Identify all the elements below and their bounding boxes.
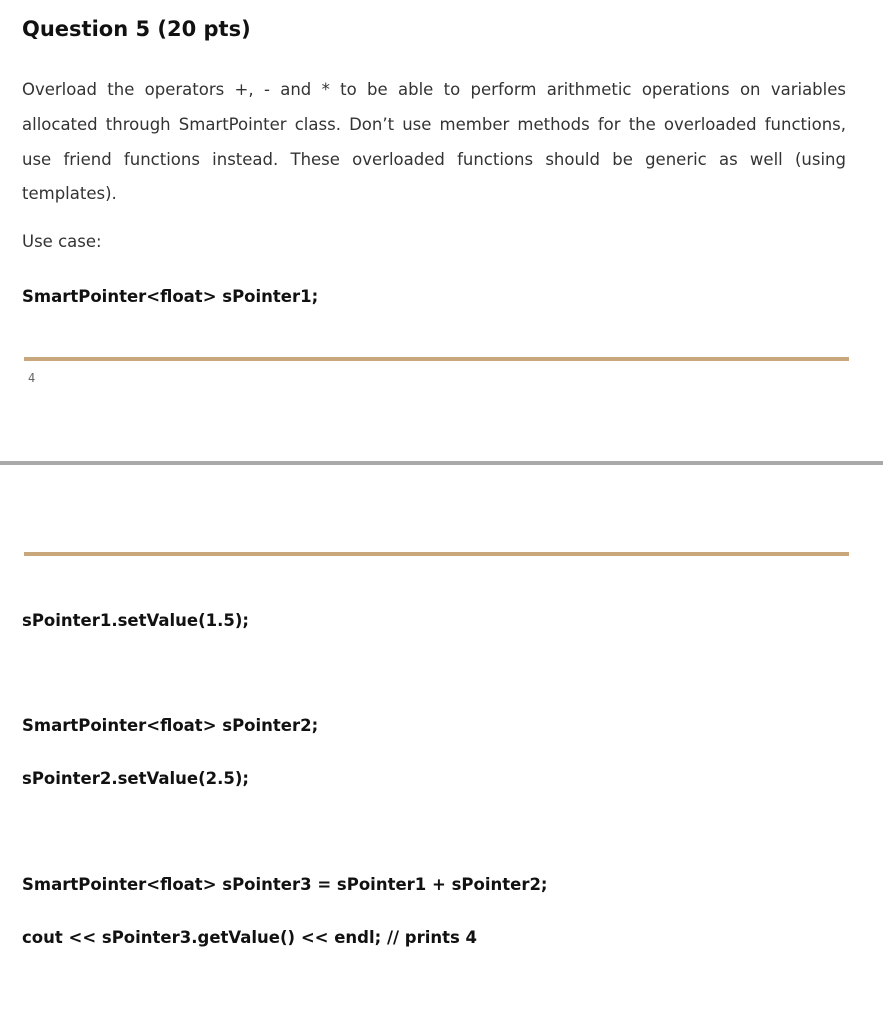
code-line-set-pointer2: sPointer2.setValue(2.5); bbox=[22, 769, 250, 788]
use-case-label: Use case: bbox=[22, 232, 102, 251]
code-line-print-result: cout << sPointer3.getValue() << endl; // prints 4 bbox=[22, 928, 478, 947]
code-line-declare-pointer1: SmartPointer<float> sPointer1; bbox=[22, 287, 319, 306]
page-header-rule bbox=[24, 552, 849, 556]
question-instructions: Overload the operators +, - and * to be able to perform arithmetic operations on variables allocated through SmartPointer class. Don’t use member methods for the overloaded functions, use friend functions instead. These overloaded functions should be generic as well (using templates). bbox=[22, 80, 846, 204]
code-line-add-pointers: SmartPointer<float> sPointer3 = sPointer1 + sPointer2; bbox=[22, 875, 548, 894]
code-line-declare-pointer2: SmartPointer<float> sPointer2; bbox=[22, 716, 319, 735]
page-number: 4 bbox=[28, 371, 36, 385]
question-title: Question 5 (20 pts) bbox=[22, 17, 251, 41]
code-line-set-pointer1: sPointer1.setValue(1.5); bbox=[22, 611, 250, 630]
page-footer-rule bbox=[24, 357, 849, 361]
page-separator bbox=[0, 461, 883, 465]
